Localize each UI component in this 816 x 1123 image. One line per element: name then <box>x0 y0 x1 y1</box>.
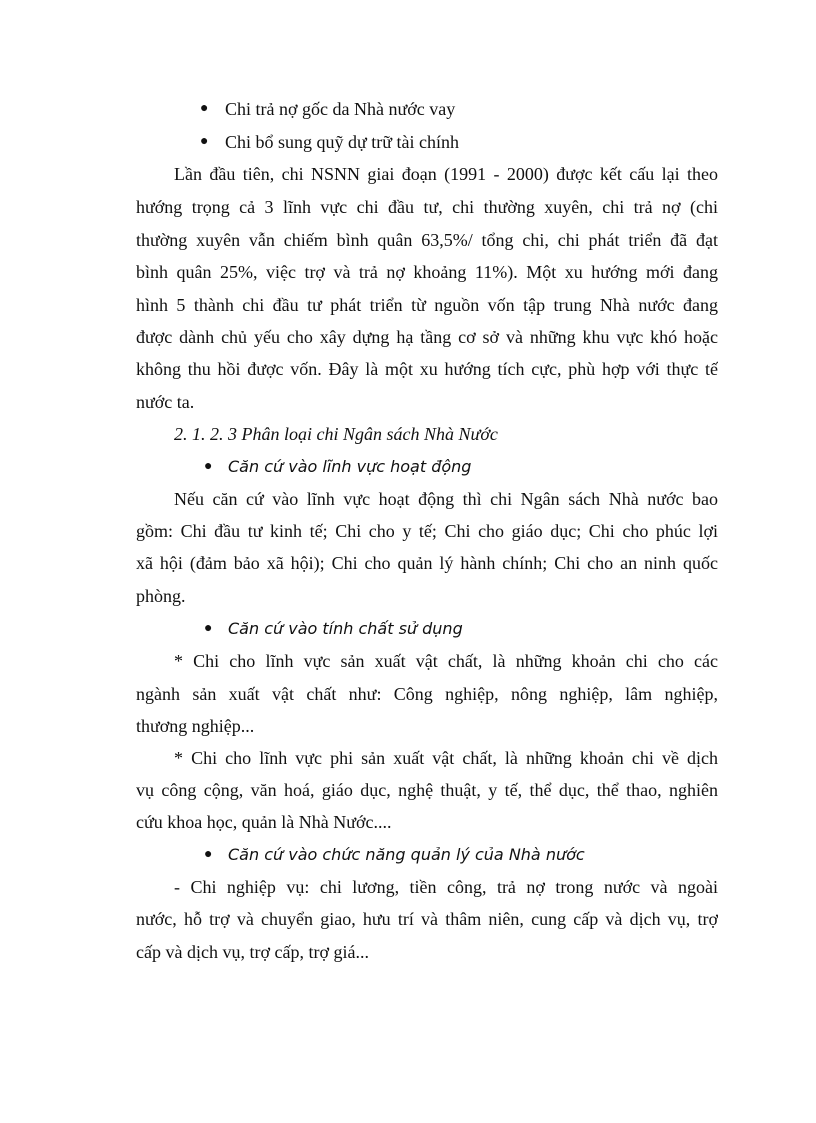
paragraph-line: vụ công cộng, văn hoá, giáo dục, nghệ thuật, y tế, thể dục, thể thao, nghiên <box>136 780 718 800</box>
paragraph-line: nước, hỗ trợ và chuyển giao, hưu trí và thâm niên, cung cấp và dịch vụ, trợ <box>136 909 718 929</box>
paragraph-line: hướng trọng cả 3 lĩnh vực chi đầu tư, chi thường xuyên, chi trả nợ (chi <box>136 197 718 217</box>
paragraph-line: Nếu căn cứ vào lĩnh vực hoạt động thì chi Ngân sách Nhà nước bao <box>174 489 718 509</box>
paragraph-line: - Chi nghiệp vụ: chi lương, tiền công, trả nợ trong nước và ngoài <box>174 877 718 897</box>
subheading: Căn cứ vào lĩnh vực hoạt động <box>228 457 472 476</box>
paragraph-line: nước ta. <box>136 392 195 412</box>
paragraph-line: thường xuyên vẫn chiếm bình quân 63,5%/ tổng chi, chi phát triển đã đạt <box>136 230 718 250</box>
subheading: Căn cứ vào tính chất sử dụng <box>228 619 463 638</box>
section-heading: 2. 1. 2. 3 Phân loại chi Ngân sách Nhà Nước <box>174 424 498 444</box>
paragraph-line: bình quân 25%, việc trợ và trả nợ khoảng 11%). Một xu hướng mới đang <box>136 262 718 282</box>
bullet-item: Chi trả nợ gốc da Nhà nước vay <box>225 99 456 119</box>
bullet-icon: ● <box>200 134 209 149</box>
bullet-icon: ● <box>200 101 209 116</box>
paragraph-line: cấp và dịch vụ, trợ cấp, trợ giá... <box>136 942 369 962</box>
paragraph-line: xã hội (đảm bảo xã hội); Chi cho quản lý hành chính; Chi cho an ninh quốc <box>136 553 718 573</box>
subheading: Căn cứ vào chức năng quản lý của Nhà nước <box>228 845 585 864</box>
paragraph-line: thương nghiệp... <box>136 716 255 736</box>
paragraph-line: * Chi cho lĩnh vực sản xuất vật chất, là những khoản chi cho các <box>174 651 718 671</box>
paragraph-line: Lần đầu tiên, chi NSNN giai đoạn (1991 - 2000) được kết cấu lại theo <box>174 164 718 184</box>
paragraph-line: cứu khoa học, quản là Nhà Nước.... <box>136 812 392 832</box>
paragraph-line: ngành sản xuất vật chất như: Công nghiệp, nông nghiệp, lâm nghiệp, <box>136 684 718 704</box>
bullet-item: Chi bổ sung quỹ dự trữ tài chính <box>225 132 459 152</box>
bullet-icon: ● <box>204 459 213 474</box>
paragraph-line: phòng. <box>136 586 186 606</box>
paragraph-line: được dành chủ yếu cho xây dựng hạ tầng cơ sở và những khu vực khó hoặc <box>136 327 718 347</box>
paragraph-line: hình 5 thành chi đầu tư phát triển từ nguồn vốn tập trung Nhà nước đang <box>136 295 718 315</box>
bullet-icon: ● <box>204 847 213 862</box>
paragraph-line: không thu hồi được vốn. Đây là một xu hướng tích cực, phù hợp với thực tế <box>136 359 718 379</box>
paragraph-line: gồm: Chi đầu tư kinh tế; Chi cho y tế; Chi cho giáo dục; Chi cho phúc lợi <box>136 521 718 541</box>
bullet-icon: ● <box>204 621 213 636</box>
paragraph-line: * Chi cho lĩnh vực phi sản xuất vật chất, là những khoản chi về dịch <box>174 748 718 768</box>
